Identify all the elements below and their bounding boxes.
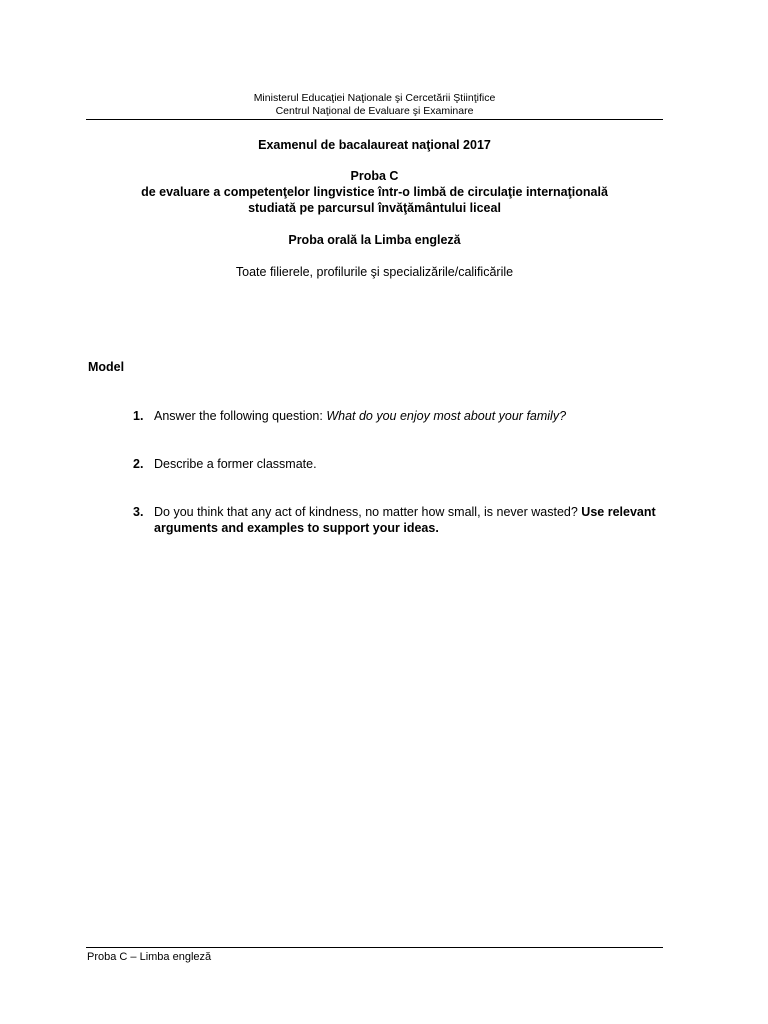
question-3 [133,504,663,536]
question-prompt: Do you think that any act of kindness, no matter how small, is never wasted? [154,505,582,519]
question-number: 2. [133,457,144,471]
proba-description-line1: de evaluare a competenţelor lingvistice într-o limbă de circulaţie internaţională [141,185,608,199]
question-text [154,504,663,536]
center-name: Centrul Naţional de Evaluare şi Examinare [275,105,474,117]
question-number: 3. [133,505,144,519]
footer-divider [86,947,663,948]
oral-exam-title: Proba orală la Limba engleză [288,233,461,247]
question-number: 1. [133,409,144,423]
question-text [154,456,663,472]
proba-title-block [86,168,663,216]
proba-description-line2: studiată pe parcursul învăţământului liceal [248,201,501,215]
model-label: Model [88,360,125,374]
page-footer: Proba C – Limba engleză [87,951,212,963]
question-1 [133,408,663,424]
exam-subtitle: Toate filierele, profilurile şi specializările/calificările [235,265,514,279]
question-prompt: Describe a former classmate. [154,457,317,471]
ministry-header [86,92,663,118]
question-italic: What do you enjoy most about your family? [326,409,567,423]
header-divider [86,119,663,120]
question-instruction: Use relevant arguments and examples to support your ideas. [154,505,656,535]
ministry-name: Ministerul Educaţiei Naţionale şi Cercetării Ştiinţifice [253,92,496,104]
question-text [154,408,663,424]
proba-name: Proba C [350,169,399,183]
exam-title: Examenul de bacalaureat naţional 2017 [258,138,491,152]
question-2 [133,456,663,472]
question-prompt: Answer the following question: [154,409,327,423]
